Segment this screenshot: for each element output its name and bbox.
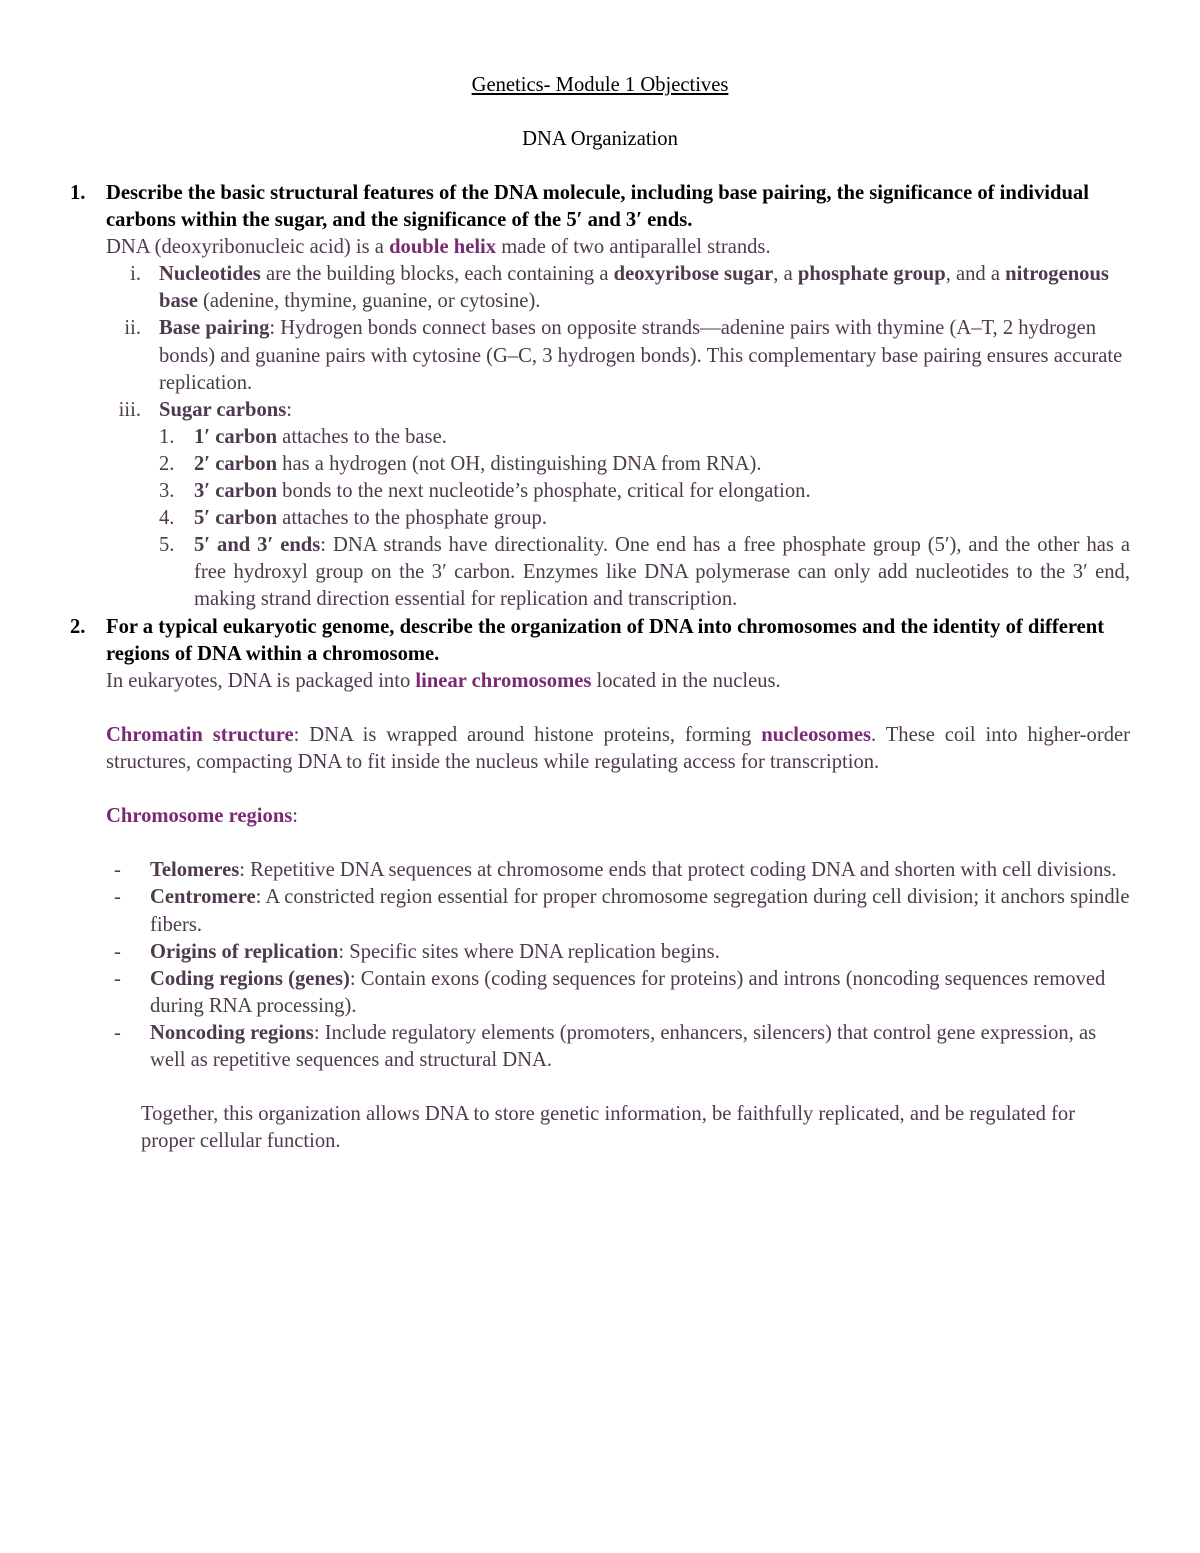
list-marker: - bbox=[114, 859, 121, 882]
list-item: 1. 1′ carbon attaches to the base. bbox=[106, 424, 1130, 451]
list-item: - Coding regions (genes): Contain exons (coding sequences for proteins) and introns (noncoding sequences removed during RNA processing). bbox=[114, 967, 1106, 1017]
key-term: Coding regions (genes) bbox=[150, 967, 350, 990]
section-heading: DNA Organization bbox=[522, 128, 678, 150]
key-term: phosphate group bbox=[797, 263, 946, 286]
objective-1 bbox=[70, 180, 1130, 234]
list-item: ii. Base pairing: Hydrogen bonds connect bases on opposite strands—adenine pairs with thymine (A–T, 2 hydrogen bonds) and guanine pairs with cytosine (G–C, 3 hydrogen bonds). This complementary base pairing ensures accurate replication. bbox=[106, 315, 1130, 396]
spacer bbox=[106, 1074, 1130, 1101]
list-marker: ii. bbox=[124, 317, 141, 340]
list-marker: - bbox=[114, 940, 121, 963]
list-marker: iii. bbox=[118, 398, 141, 421]
list-item: 5. 5′ and 3′ ends: DNA strands have directionality. One end has a free phosphate group (5′), and the other has a free hydroxyl group on the 3′ carbon. Enzymes like DNA polymerase can only add nucleotides to the 3′ end, making strand direction essential for replication and transcription. bbox=[159, 534, 1130, 611]
list-marker: 5. bbox=[159, 534, 175, 557]
list-marker: 3. bbox=[159, 480, 175, 503]
key-term: Nucleotides bbox=[159, 263, 261, 286]
key-term: 5′ and 3′ ends bbox=[194, 534, 321, 557]
key-term: nucleosomes bbox=[761, 723, 872, 746]
list-item: 2. 2′ carbon has a hydrogen (not OH, distinguishing DNA from RNA). bbox=[106, 451, 1130, 478]
list-marker: 1. bbox=[159, 425, 175, 448]
answer-intro: DNA (deoxyribonucleic acid) is a double helix made of two antiparallel strands. bbox=[106, 236, 771, 259]
list-marker: 2. bbox=[159, 452, 175, 475]
spacer bbox=[106, 695, 1130, 722]
key-term: 1′ carbon bbox=[194, 425, 278, 448]
list-item: i. Nucleotides are the building blocks, each containing a deoxyribose sugar, a phosphate group, and a nitrogenous base (adenine, thymine, guanine, or cytosine). bbox=[106, 261, 1130, 315]
page-title: Genetics- Module 1 Objectives bbox=[471, 74, 729, 96]
list-marker: - bbox=[114, 886, 121, 909]
key-term: Centromere bbox=[150, 886, 256, 909]
key-term: nitrogenous base bbox=[159, 263, 1109, 313]
chromatin-paragraph: Chromatin structure: DNA is wrapped around histone proteins, forming nucleosomes. These coil into higher-order structures, compacting DNA to fit inside the nucleus while regulating access for transcription. bbox=[106, 723, 1130, 773]
list-marker: i. bbox=[130, 263, 141, 286]
list-item: 4. 5′ carbon attaches to the phosphate group. bbox=[106, 505, 1130, 532]
list-item: - Noncoding regions: Include regulatory elements (promoters, enhancers, silencers) that control gene expression, as well as repetitive sequences and structural DNA. bbox=[114, 1021, 1097, 1071]
key-term: Base pairing bbox=[159, 317, 270, 340]
key-term: Sugar carbons bbox=[159, 398, 287, 421]
key-term: Chromosome regions bbox=[106, 805, 293, 828]
key-term: Chromatin structure bbox=[106, 723, 294, 746]
spacer bbox=[106, 830, 1130, 857]
closing-paragraph: Together, this organization allows DNA to store genetic information, be faithfully replicated, and be regulated for proper cellular function. bbox=[141, 1103, 1076, 1153]
objective-text: Describe the basic structural features of the DNA molecule, including base pairing, the significance of individual carbons within the sugar, and the significance of the 5′ and 3′ ends. bbox=[106, 182, 1089, 232]
document-body bbox=[70, 180, 1130, 1155]
key-term: 5′ carbon bbox=[194, 507, 278, 530]
objective-text: For a typical eukaryotic genome, describe the organization of DNA into chromosomes and the identity of different regions of DNA within a chromosome. bbox=[106, 615, 1105, 665]
key-term: deoxyribose sugar bbox=[613, 263, 774, 286]
list-marker: - bbox=[114, 1021, 121, 1044]
key-term: double helix bbox=[389, 236, 497, 259]
list-item: - Telomeres: Repetitive DNA sequences at chromosome ends that protect coding DNA and shorten with cell divisions. bbox=[106, 857, 1130, 884]
list-item: - Centromere: A constricted region essential for proper chromosome segregation during cell division; it anchors spindle fibers. bbox=[114, 886, 1130, 936]
key-term: Noncoding regions bbox=[150, 1021, 314, 1044]
list-marker: 4. bbox=[159, 507, 175, 530]
list-item: iii. Sugar carbons: bbox=[106, 397, 1130, 424]
spacer bbox=[106, 776, 1130, 803]
objective-number: 1. bbox=[70, 182, 86, 204]
key-term: Telomeres bbox=[150, 859, 240, 882]
key-term: 3′ carbon bbox=[194, 480, 278, 503]
key-term: linear chromosomes bbox=[415, 669, 592, 692]
answer-intro: In eukaryotes, DNA is packaged into linear chromosomes located in the nucleus. bbox=[106, 669, 781, 692]
key-term: Origins of replication bbox=[150, 940, 339, 963]
list-marker: - bbox=[114, 967, 121, 990]
objective-number: 2. bbox=[70, 615, 86, 638]
list-item: 3. 3′ carbon bonds to the next nucleotide’s phosphate, critical for elongation. bbox=[106, 478, 1130, 505]
regions-heading: Chromosome regions: bbox=[106, 805, 299, 828]
objective-2 bbox=[70, 614, 1130, 668]
list-item: - Origins of replication: Specific sites where DNA replication begins. bbox=[106, 939, 1130, 966]
key-term: 2′ carbon bbox=[194, 452, 278, 475]
